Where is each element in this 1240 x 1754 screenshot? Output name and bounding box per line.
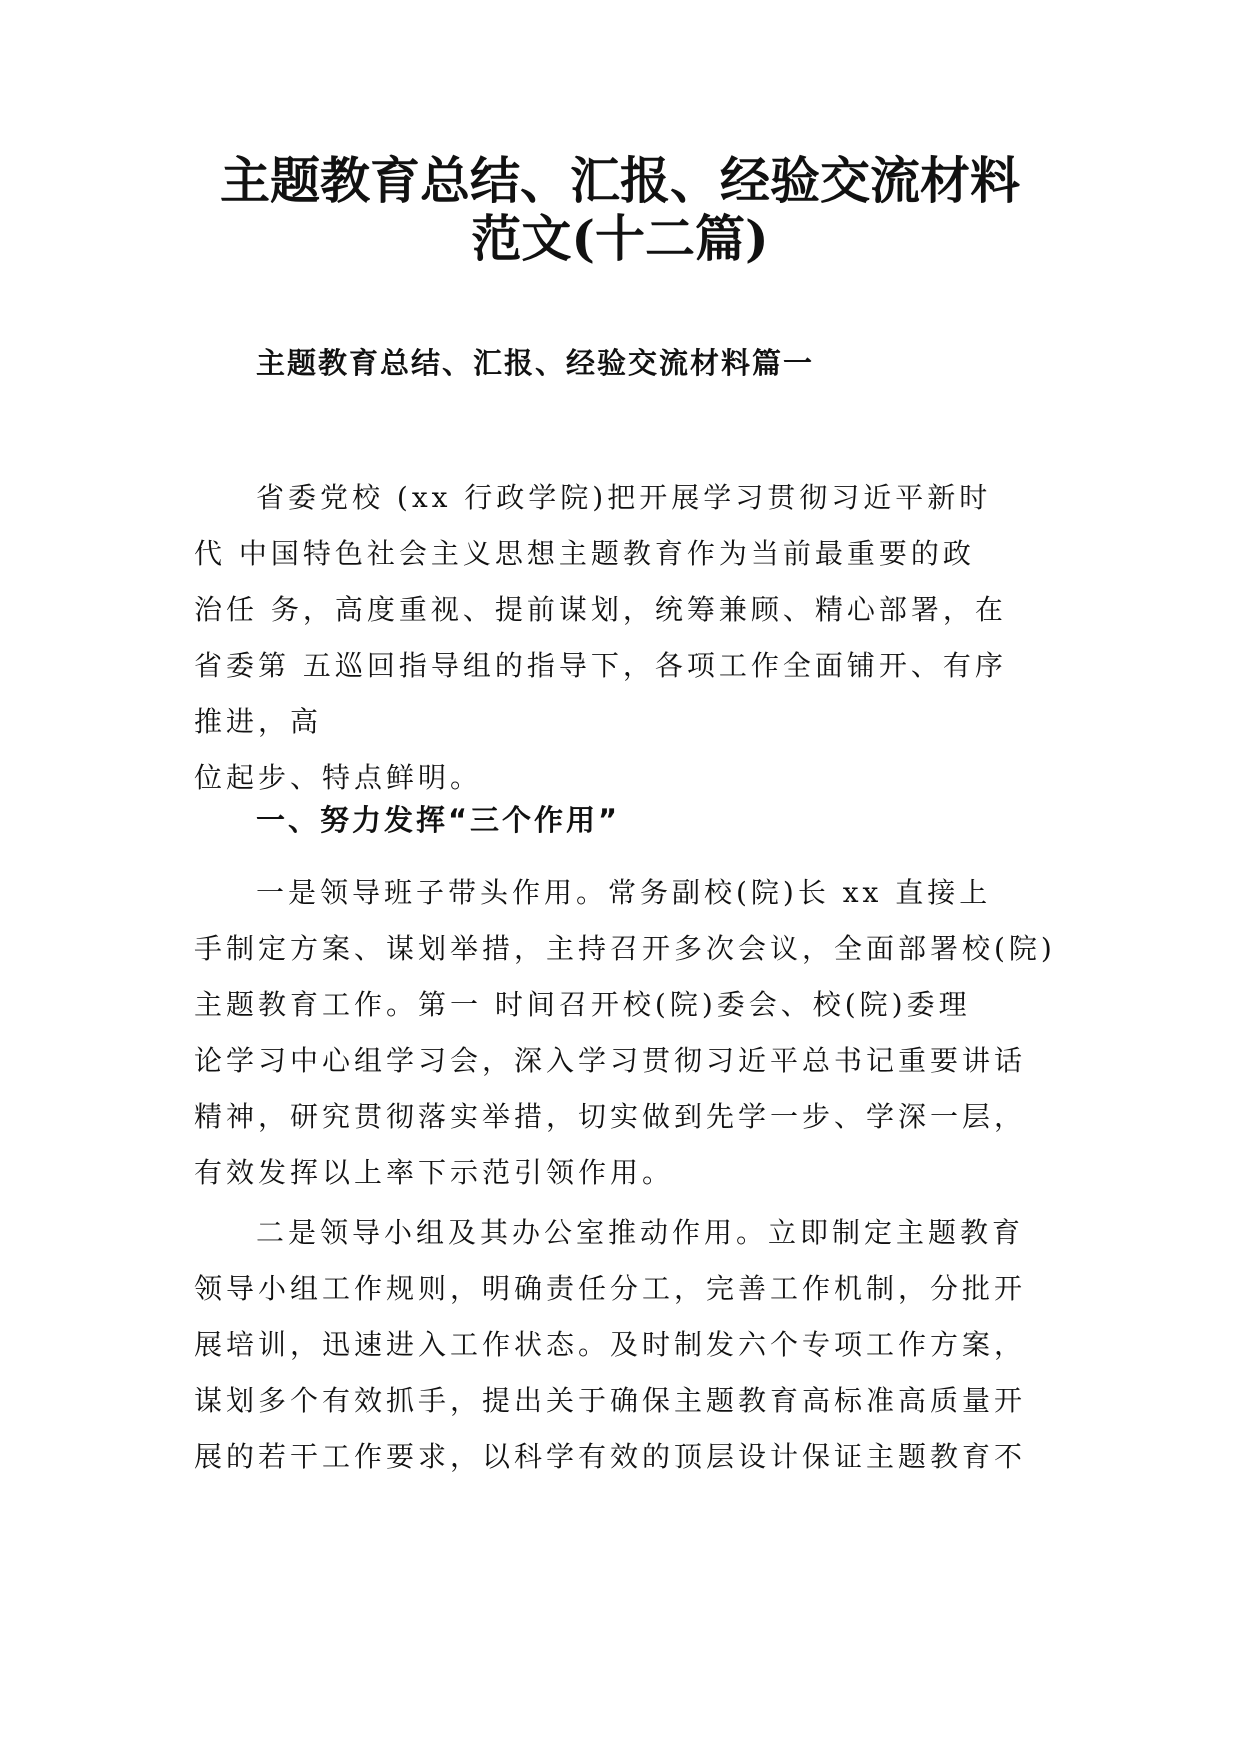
paragraph-line: 推进，高 (194, 705, 323, 738)
paragraph-line: 展培训，迅速进入工作状态。及时制发六个专项工作方案， (194, 1328, 1027, 1361)
paragraph-line: 领导小组工作规则，明确责任分工，完善工作机制，分批开 (194, 1272, 1027, 1305)
paragraph-line: 论学习中心组学习会，深入学习贯彻习近平总书记重要讲话 (194, 1044, 1027, 1077)
paragraph-line: 一是领导班子带头作用。常务副校(院)长 xx 直接上 (256, 876, 992, 909)
section-paragraph-2 (194, 1205, 1054, 1485)
paragraph-line: 省委党校 (xx 行政学院)把开展学习贯彻习近平新时 (256, 481, 992, 514)
paragraph-line: 手制定方案、谋划举措，主持召开多次会议，全面部署校(院) (194, 932, 1056, 965)
paragraph-line: 省委第 五巡回指导组的指导下，各项工作全面铺开、有序 (194, 649, 1007, 682)
intro-paragraph (194, 470, 1054, 806)
paragraph-line: 精神，研究贯彻落实举措，切实做到先学一步、学深一层， (194, 1100, 1027, 1133)
paragraph-line: 二是领导小组及其办公室推动作用。立即制定主题教育 (256, 1216, 1025, 1249)
paragraph-line: 治任 务，高度重视、提前谋划，统筹兼顾、精心部署，在 (194, 593, 1007, 626)
paragraph-line: 展的若干工作要求，以科学有效的顶层设计保证主题教育不 (194, 1440, 1027, 1473)
section-heading: 一、努力发挥“三个作用” (256, 803, 621, 837)
paragraph-line: 有效发挥以上率下示范引领作用。 (194, 1156, 675, 1189)
paragraph-line: 主题教育工作。第一 时间召开校(院)委会、校(院)委理 (194, 988, 971, 1021)
document-title-line-1: 主题教育总结、汇报、经验交流材料 (220, 151, 1020, 210)
article-heading: 主题教育总结、汇报、经验交流材料篇一 (256, 346, 815, 380)
paragraph-line: 位起步、特点鲜明。 (194, 761, 483, 794)
paragraph-line: 代 中国特色社会主义思想主题教育作为当前最重要的政 (194, 537, 975, 570)
section-paragraph-1 (194, 865, 1054, 1201)
document-title-line-2: 范文(十二篇) (471, 209, 769, 268)
paragraph-line: 谋划多个有效抓手，提出关于确保主题教育高标准高质量开 (194, 1384, 1027, 1417)
